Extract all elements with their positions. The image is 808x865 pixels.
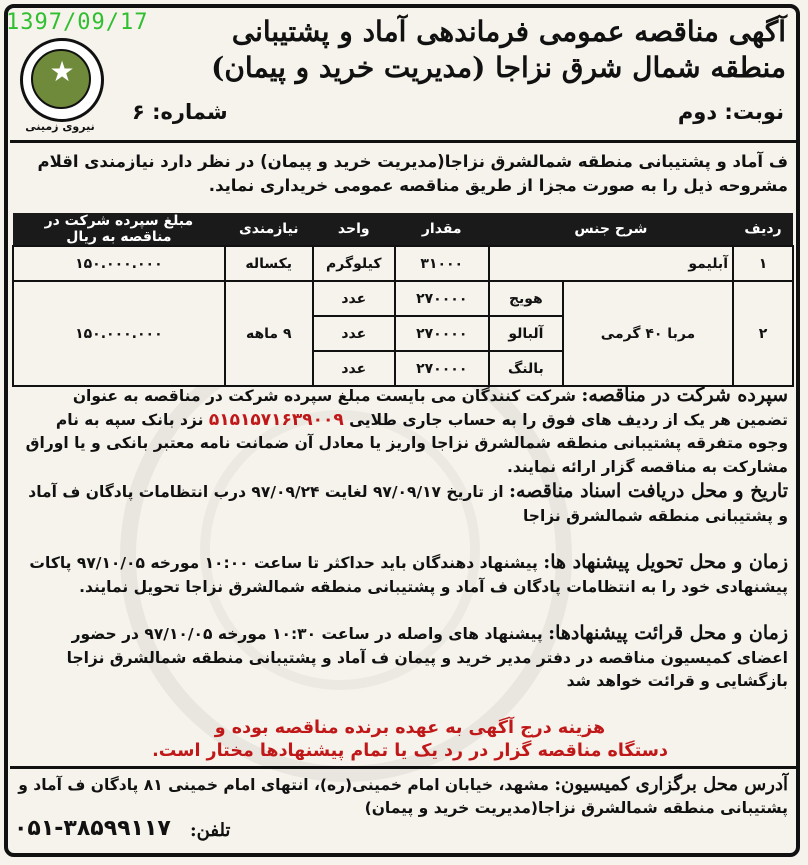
item-deposit: ۱۵۰.۰۰۰.۰۰۰ [13, 281, 225, 386]
header-row-number: ردیف [733, 213, 793, 246]
opening-paragraph [18, 622, 788, 694]
table-row [13, 281, 793, 316]
items-table [12, 213, 794, 387]
divider [10, 140, 796, 143]
opening-heading: زمان و محل قرائت پیشنهادها: [548, 622, 788, 644]
documents-paragraph [18, 480, 788, 528]
sub-item-name: هویج [489, 281, 563, 316]
sub-item-quantity: ۲۷۰۰۰۰ [395, 281, 489, 316]
row-number: ۱ [733, 246, 793, 281]
cost-note [30, 717, 790, 763]
item-need: ۹ ماهه [225, 281, 313, 386]
opening-text: پیشنهاد های واصله در ساعت ۱۰:۳۰ مورخه ۹۷/۱۰/۰۵ در حضور اعضای کمیسیون مناقصه در دفتر مدیر خرید و پیمان ف آماد و پشتیبانی منطقه شمالشرق نزاجا بازگشایی و قرائت خواهد شد [66, 625, 788, 690]
sub-item-quantity: ۲۷۰۰۰۰ [395, 316, 489, 351]
deposit-text-a: شرکت کنندگان می بایست مبلغ سپرده شرکت در مناقصه به عنوان تضمین هر یک از ردیف های فوق را به حساب جاری طلایی [72, 387, 788, 429]
item-deposit: ۱۵۰.۰۰۰.۰۰۰ [13, 246, 225, 281]
cost-note-line-2: دستگاه مناقصه گزار در رد یک یا تمام پیشنهادها مختار است. [152, 741, 668, 761]
address-paragraph [18, 773, 788, 820]
round-label: نوبت: دوم [677, 100, 784, 124]
sub-item-quantity: ۲۷۰۰۰۰ [395, 351, 489, 386]
header-deposit: مبلغ سپرده شرکت در مناقصه به ریال [13, 213, 225, 246]
cost-note-line-1: هزینه درج آگهی به عهده برنده مناقصه بوده و [214, 718, 606, 738]
table-header-row [13, 213, 793, 246]
divider [10, 766, 796, 769]
header-description: شرح جنس [489, 213, 733, 246]
intro-text: ف آماد و پشتیبانی منطقه شمالشرق نزاجا(مدیریت خرید و پیمان) در نظر دارد نیازمندی اقلام مشروحه ذیل را به صورت مجزا از طریق مناقصه عمومی خریداری نماید. [37, 152, 788, 195]
date-stamp: 1397/09/17 [6, 10, 149, 35]
title-line-1: آگهی مناقصه عمومی فرماندهی آماد و پشتیبانی [231, 15, 786, 48]
address-text: مشهد، خیابان امام خمینی(ره)، انتهای امام خمینی ۸۱ پادگان ف آماد و پشتیبانی منطقه شمالشرق نزاجا(مدیریت خرید و پیمان) [18, 776, 788, 817]
sub-item-name: آلبالو [489, 316, 563, 351]
delivery-paragraph [18, 551, 788, 599]
item-description: آبلیمو [489, 246, 733, 281]
sub-item-unit: عدد [313, 281, 395, 316]
sub-item-name: بالنگ [489, 351, 563, 386]
header-quantity: مقدار [395, 213, 489, 246]
address-heading: آدرس محل برگزاری کمیسیون: [554, 774, 788, 795]
phone-number: ۰۵۱-۳۸۵۹۹۱۱۷ [14, 816, 171, 841]
delivery-heading: زمان و محل تحویل پیشنهاد ها: [543, 551, 788, 573]
army-emblem-icon [20, 38, 104, 122]
deposit-heading: سپرده شرکت در مناقصه: [581, 384, 788, 406]
documents-text: از تاریخ ۹۷/۰۹/۱۷ لغایت ۹۷/۰۹/۲۴ درب انتظامات پادگان ف آماد و پشتیبانی منطقه شمالشرق نزاجا [28, 483, 788, 525]
header-unit: واحد [313, 213, 395, 246]
delivery-text: پیشنهاد دهندگان باید حداکثر تا ساعت ۱۰:۰۰ مورخه ۹۷/۱۰/۰۵ پاکات پیشنهادی خود را به انتظامات پادگان ف آماد و پشتیبانی منطقه شمالشرق نزاجا تحویل نمایند. [29, 554, 788, 596]
title-line-2: منطقه شمال شرق نزاجا (مدیریت خرید و پیمان) [211, 51, 786, 84]
emblem-label: نیروی زمینی [25, 120, 95, 133]
item-unit: کیلوگرم [313, 246, 395, 281]
notice-title [126, 14, 786, 86]
item-description: مربا ۴۰ گرمی [563, 281, 733, 386]
account-number: ۵۱۵۱۵۷۱۶۳۹۰۰۹ [208, 409, 344, 430]
item-need: یکساله [225, 246, 313, 281]
table-row [13, 246, 793, 281]
notice-number: شماره: ۶ [132, 100, 228, 124]
phone-label: تلفن: [190, 820, 231, 841]
star-icon: ★ [49, 55, 75, 88]
item-quantity: ۳۱۰۰۰ [395, 246, 489, 281]
deposit-text-b: نزد بانک سپه به نام وجوه متفرقه پشتیبانی منطقه شمالشرق نزاجا واریز یا معادل آن ضمانت نامه معتبر بانکی و یا اوراق مشارکت به مناقصه گزار ارائه نمایند. [25, 410, 788, 476]
sub-item-unit: عدد [313, 351, 395, 386]
documents-heading: تاریخ و محل دریافت اسناد مناقصه: [509, 480, 788, 502]
sub-item-unit: عدد [313, 316, 395, 351]
row-number: ۲ [733, 281, 793, 386]
deposit-paragraph [18, 384, 788, 479]
header-need: نیازمندی [225, 213, 313, 246]
